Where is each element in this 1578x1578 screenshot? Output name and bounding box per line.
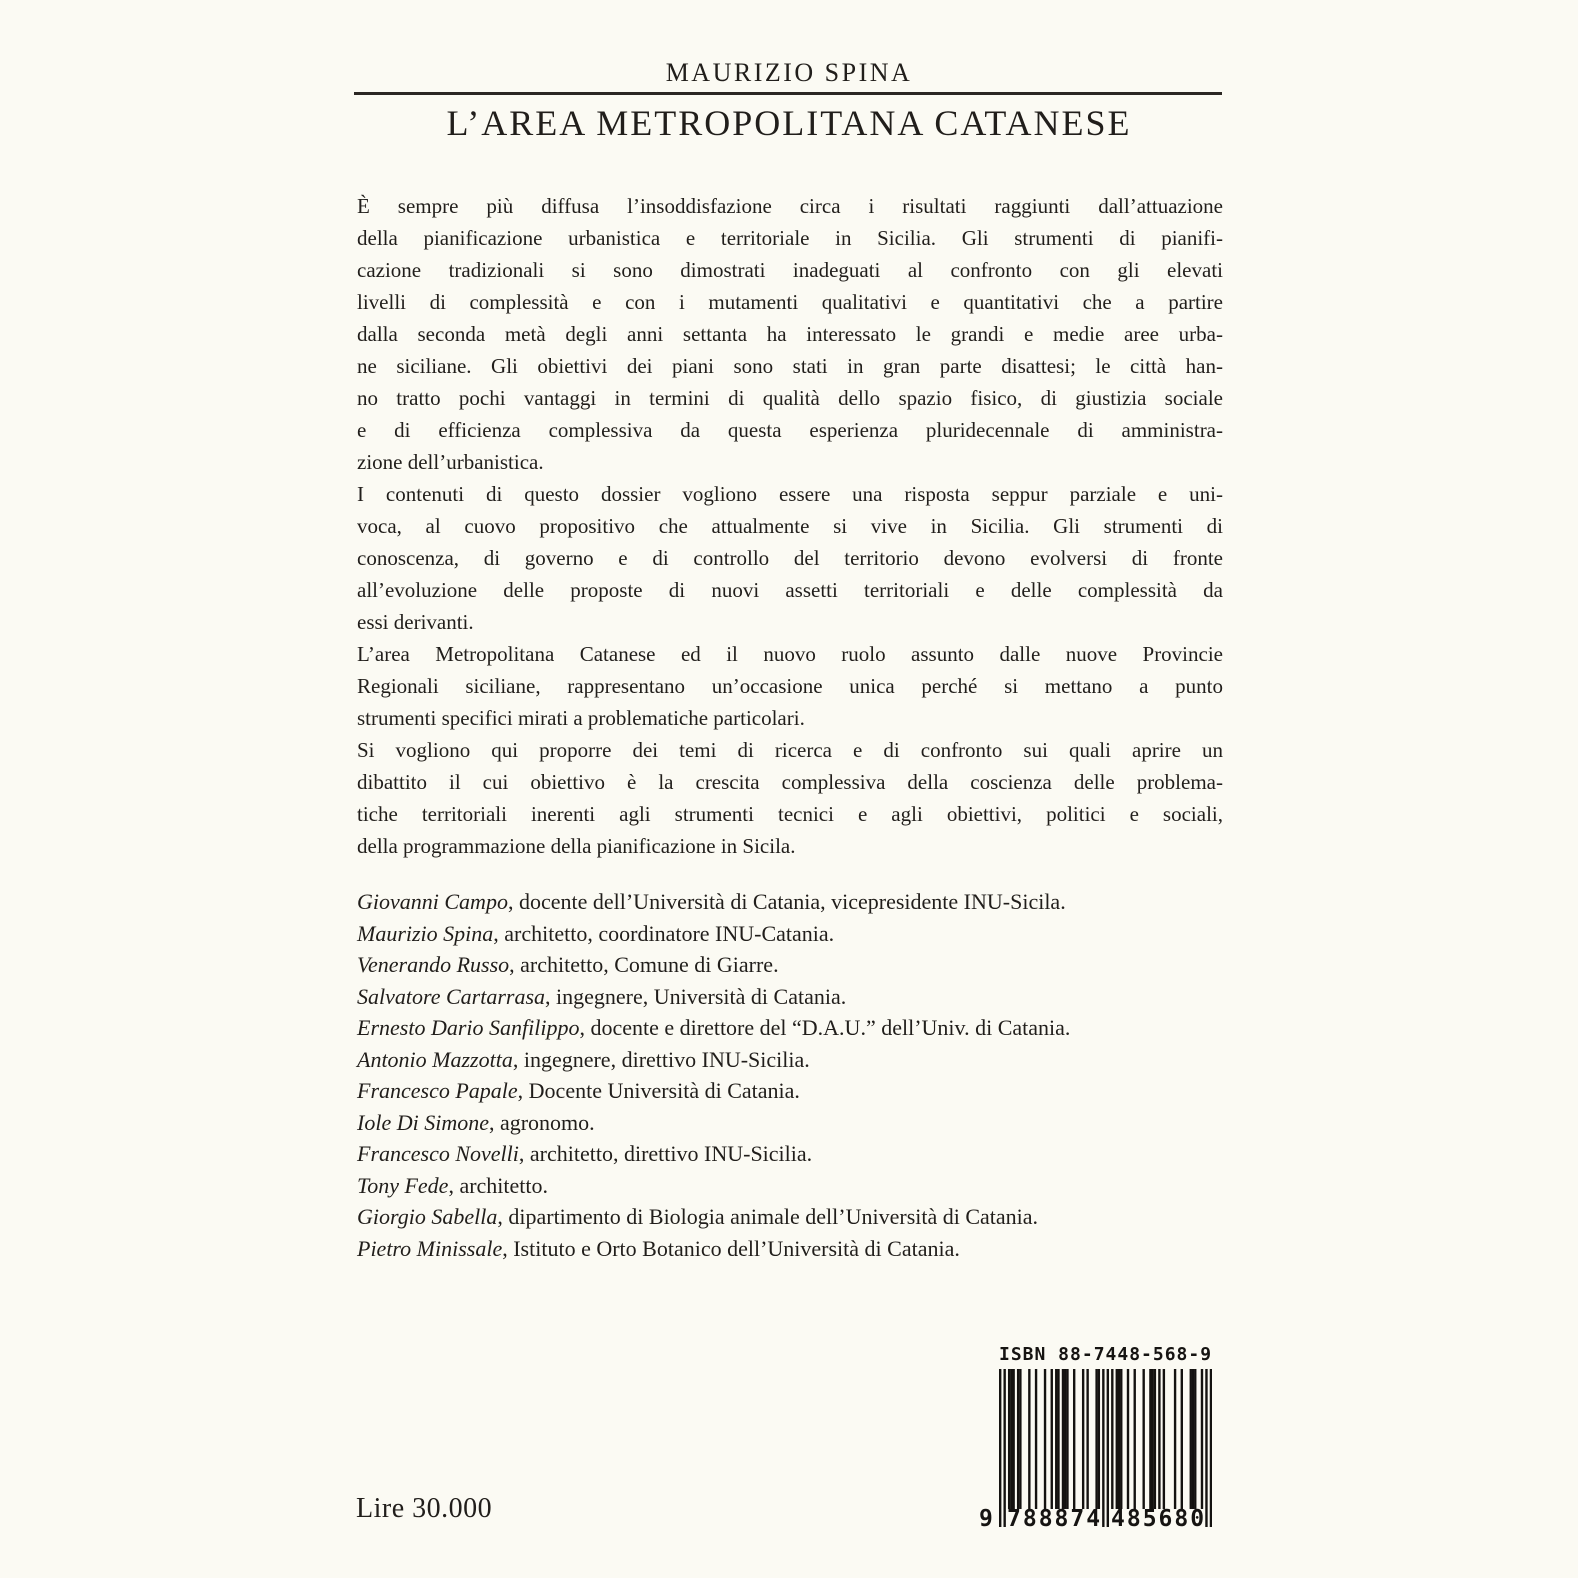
contributor-role: , Istituto e Orto Botanico dell’Università di Catania. (502, 1235, 960, 1261)
contributor-name: Maurizio Spina (357, 920, 494, 946)
contributor-line (357, 886, 1277, 918)
contributor-line (357, 1075, 1277, 1107)
contributor-name: Iole Di Simone (357, 1109, 489, 1135)
contributor-role: , docente e direttore del “D.A.U.” dell’Univ. di Catania. (579, 1015, 1071, 1040)
body-text (357, 190, 1223, 862)
contributor-role: , docente dell’Università di Catania, vicepresidente INU-Sicila. (507, 889, 1066, 914)
ean-barcode (999, 1369, 1212, 1529)
contributor-line (357, 1201, 1277, 1233)
body-line: no tratto pochi vantaggi in termini di qualità dello spazio fisico, di giustizia sociale (357, 386, 1223, 410)
contributor-role: , architetto, coordinatore INU-Catania. (493, 920, 835, 946)
contributor-line (357, 1012, 1277, 1044)
contributor-line (357, 949, 1277, 981)
ean-digit-group1: 788874 (1007, 1506, 1103, 1532)
barcode (979, 1344, 1213, 1532)
contributor-line (357, 1138, 1277, 1170)
contributor-name: Giovanni Campo (357, 889, 508, 914)
contributor-role: , ingegnere, Università di Catania. (545, 983, 847, 1009)
contributor-name: Tony Fede (357, 1172, 449, 1198)
contributor-line (357, 1107, 1277, 1139)
title-rule (354, 92, 1222, 95)
body-line: tiche territoriali inerenti agli strumenti tecnici e agli obiettivi, politici e sociali, (357, 802, 1223, 826)
body-line: della programmazione della pianificazione in Sicila. (357, 834, 796, 858)
body-line: cazione tradizionali si sono dimostrati inadeguati al confronto con gli elevati (357, 258, 1223, 282)
ean-digits (979, 1506, 1212, 1532)
body-line: e di efficienza complessiva da questa esperienza pluridecennale di amministra- (357, 418, 1223, 442)
ean-digit-lead: 9 (979, 1506, 993, 1532)
body-line: voca, al cuovo propositivo che attualmente si vive in Sicilia. Gli strumenti di (357, 514, 1223, 538)
body-line: conoscenza, di governo e di controllo del territorio devono evolversi di fronte (357, 546, 1223, 570)
body-line: all’evoluzione delle proposte di nuovi assetti territoriali e delle complessità da (357, 578, 1223, 602)
body-line: zione dell’urbanistica. (357, 450, 544, 474)
contributor-line (357, 918, 1277, 950)
body-line: ne siciliane. Gli obiettivi dei piani sono stati in gran parte disattesi; le città han- (357, 354, 1223, 378)
contributor-role: , dipartimento di Biologia animale dell’Università di Catania. (497, 1204, 1039, 1229)
body-line: essi derivanti. (357, 610, 474, 634)
body-line: È sempre più diffusa l’insoddisfazione circa i risultati raggiunti dall’attuazione (357, 194, 1223, 218)
body-line: Si vogliono qui proporre dei temi di ricerca e di confronto sui quali aprire un (357, 738, 1223, 762)
contributor-role: , architetto, Comune di Giarre. (509, 952, 779, 977)
contributor-role: , ingegnere, direttivo INU-Sicilia. (512, 1046, 810, 1072)
contributor-name: Francesco Novelli (357, 1141, 519, 1166)
contributor-name: Pietro Minissale (357, 1235, 503, 1261)
body-line: livelli di complessità e con i mutamenti qualitativi e quantitativi che a partire (357, 290, 1223, 314)
body-line: I contenuti di questo dossier vogliono essere una risposta seppur parziale e uni- (357, 482, 1223, 506)
contributor-name: Salvatore Cartarrasa (357, 983, 546, 1009)
contributors-list (357, 886, 1277, 1264)
contributor-line (357, 1233, 1277, 1265)
body-line: dibattito il cui obiettivo è la crescita complessiva della coscienza delle problema- (357, 770, 1223, 794)
contributor-role: , agronomo. (488, 1109, 595, 1135)
ean-digit-group2: 485680 (1111, 1506, 1207, 1532)
contributor-line (357, 1170, 1277, 1202)
contributor-name: Antonio Mazzotta (357, 1046, 513, 1072)
contributor-name: Ernesto Dario Sanfilippo (357, 1015, 580, 1040)
price-label: Lire 30.000 (356, 1493, 493, 1524)
contributor-role: , architetto. (448, 1172, 549, 1198)
body-line: strumenti specifici mirati a problematiche particolari. (357, 706, 805, 730)
contributor-name: Francesco Papale (357, 1078, 518, 1103)
body-line: della pianificazione urbanistica e territoriale in Sicilia. Gli strumenti di pianifi- (357, 226, 1223, 250)
contributor-line (357, 981, 1277, 1013)
book-title: L’AREA METROPOLITANA CATANESE (446, 103, 1132, 143)
contributor-line (357, 1044, 1277, 1076)
contributor-name: Giorgio Sabella (357, 1204, 498, 1229)
body-line: dalla seconda metà degli anni settanta ha interessato le grandi e medie aree urba- (357, 322, 1223, 346)
contributor-name: Venerando Russo (357, 952, 510, 977)
isbn-label: ISBN 88-7448-568-9 (999, 1344, 1213, 1365)
body-line: Regionali siciliane, rappresentano un’occasione unica perché si mettano a punto (357, 674, 1223, 698)
contributor-role: , Docente Università di Catania. (517, 1078, 800, 1103)
body-line: L’area Metropolitana Catanese ed il nuovo ruolo assunto dalle nuove Provincie (357, 642, 1223, 666)
contributor-role: , architetto, direttivo INU-Sicilia. (518, 1141, 813, 1166)
author-name: MAURIZIO SPINA (665, 58, 913, 87)
